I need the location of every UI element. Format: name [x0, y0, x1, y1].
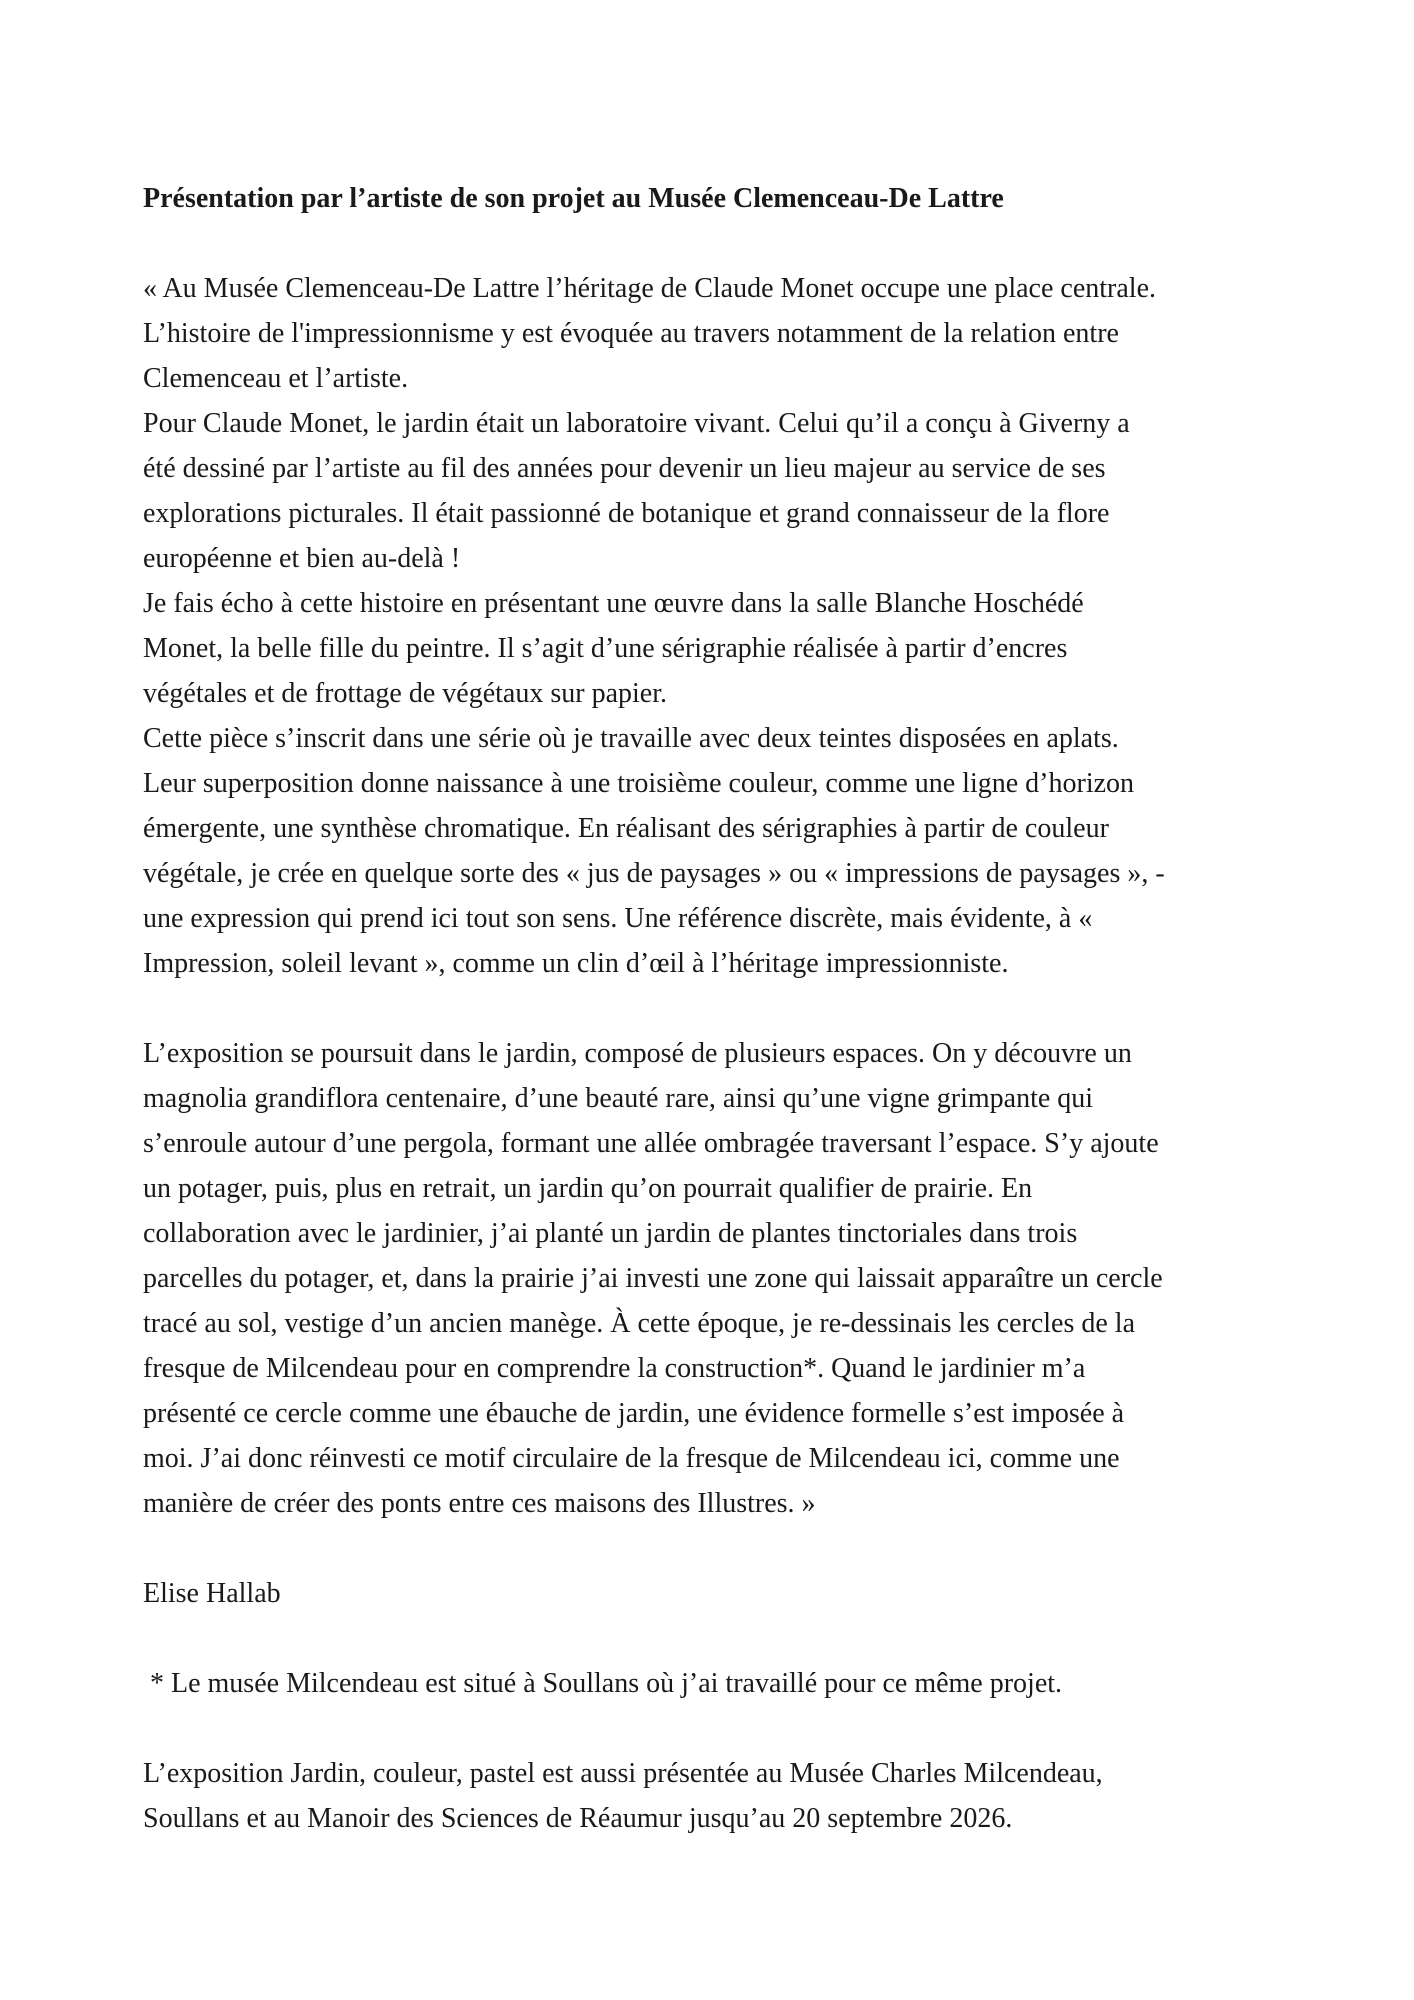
text-line: une expression qui prend ici tout son sens. Une référence discrète, mais évidente, à «	[143, 903, 1093, 934]
document-page	[143, 176, 1283, 1841]
text-line: émergente, une synthèse chromatique. En réalisant des sérigraphies à partir de couleur	[143, 813, 1109, 844]
closing-paragraph	[143, 1751, 1283, 1841]
document-title: Présentation par l’artiste de son projet au Musée Clemenceau-De Lattre	[143, 183, 1004, 214]
text-line: Cette pièce s’inscrit dans une série où je travaille avec deux teintes disposées en aplats.	[143, 723, 1119, 754]
text-line: L’exposition Jardin, couleur, pastel est aussi présentée au Musée Charles Milcendeau,	[143, 1758, 1103, 1789]
text-line: s’enroule autour d’une pergola, formant une allée ombragée traversant l’espace. S’y ajoute	[143, 1128, 1159, 1159]
paragraph-spacer	[143, 1706, 1283, 1751]
paragraph-section-2	[143, 1031, 1283, 1526]
footnote: * Le musée Milcendeau est situé à Soullans où j’ai travaillé pour ce même projet.	[143, 1668, 1063, 1699]
text-line: Pour Claude Monet, le jardin était un laboratoire vivant. Celui qu’il a conçu à Giverny a	[143, 408, 1130, 439]
text-line: été dessiné par l’artiste au fil des années pour devenir un lieu majeur au service de ses	[143, 453, 1106, 484]
text-line: végétales et de frottage de végétaux sur papier.	[143, 678, 667, 709]
text-line: parcelles du potager, et, dans la prairie j’ai investi une zone qui laissait apparaître un cercle	[143, 1263, 1163, 1294]
text-line: un potager, puis, plus en retrait, un jardin qu’on pourrait qualifier de prairie. En	[143, 1173, 1033, 1204]
text-line: tracé au sol, vestige d’un ancien manège. À cette époque, je re-dessinais les cercles de la	[143, 1308, 1136, 1339]
text-line: Leur superposition donne naissance à une troisième couleur, comme une ligne d’horizon	[143, 768, 1135, 799]
text-line: L’histoire de l'impressionnisme y est évoquée au travers notamment de la relation entre	[143, 318, 1119, 349]
text-line: végétale, je crée en quelque sorte des « jus de paysages » ou « impressions de paysages », -	[143, 858, 1165, 889]
text-line: moi. J’ai donc réinvesti ce motif circulaire de la fresque de Milcendeau ici, comme une	[143, 1443, 1120, 1474]
paragraph-spacer	[143, 1616, 1283, 1661]
text-line: fresque de Milcendeau pour en comprendre la construction*. Quand le jardinier m’a	[143, 1353, 1086, 1384]
paragraph-spacer	[143, 986, 1283, 1031]
text-line: « Au Musée Clemenceau-De Lattre l’héritage de Claude Monet occupe une place centrale.	[143, 273, 1156, 304]
text-line: présenté ce cercle comme une ébauche de jardin, une évidence formelle s’est imposée à	[143, 1398, 1125, 1429]
text-line: magnolia grandiflora centenaire, d’une beauté rare, ainsi qu’une vigne grimpante qui	[143, 1083, 1094, 1114]
text-line: Clemenceau et l’artiste.	[143, 363, 409, 394]
text-line: Monet, la belle fille du peintre. Il s’agit d’une sérigraphie réalisée à partir d’encres	[143, 633, 1068, 664]
text-line: explorations picturales. Il était passionné de botanique et grand connaisseur de la flore	[143, 498, 1110, 529]
text-line: manière de créer des ponts entre ces maisons des Illustres. »	[143, 1488, 816, 1519]
paragraph-section-1	[143, 266, 1283, 986]
paragraph-spacer	[143, 1526, 1283, 1571]
text-line: L’exposition se poursuit dans le jardin, composé de plusieurs espaces. On y découvre un	[143, 1038, 1132, 1069]
text-line: Soullans et au Manoir des Sciences de Réaumur jusqu’au 20 septembre 2026.	[143, 1803, 1013, 1834]
signature: Elise Hallab	[143, 1578, 281, 1609]
text-line: collaboration avec le jardinier, j’ai planté un jardin de plantes tinctoriales dans trois	[143, 1218, 1078, 1249]
text-line: européenne et bien au-delà !	[143, 543, 461, 574]
text-line: Je fais écho à cette histoire en présentant une œuvre dans la salle Blanche Hoschédé	[143, 588, 1084, 619]
text-line: Impression, soleil levant », comme un clin d’œil à l’héritage impressionniste.	[143, 948, 1009, 979]
